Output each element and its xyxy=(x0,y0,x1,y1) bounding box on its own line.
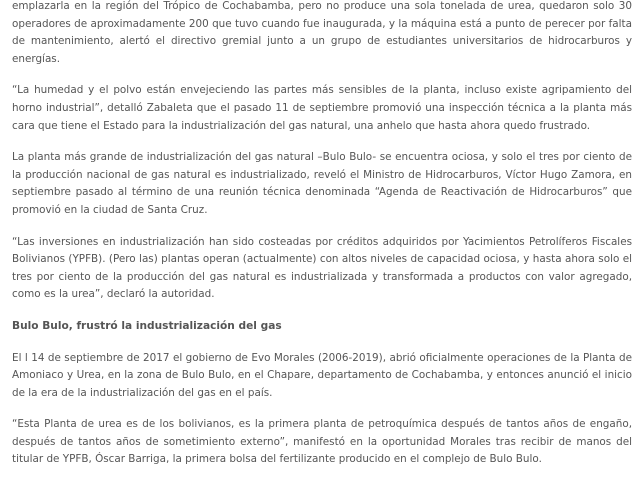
section-subheading: Bulo Bulo, frustró la industrialización del gas xyxy=(12,319,282,332)
article-paragraph: El l 14 de septiembre de 2017 el gobierno de Evo Morales (2006-2019), abrió oficialmente operaciones de la Planta de Amoniaco y Urea, en la zona de Bulo Bulo, en el Chapare, departamento de Cochabamba, y entonces anunció el inicio de la era de la industrialización del gas en el país. xyxy=(12,351,632,399)
article-paragraph: “La humedad y el polvo están envejeciendo las partes más sensibles de la planta, incluso existe agripamiento del horno industrial”, detalló Zabaleta que el pasado 11 de septiembre promovió una inspección técnica a la planta más cara que tiene el Estado para la industrialización del gas natural, una anhelo que hasta ahora quedo frustrado. xyxy=(12,84,632,132)
article-paragraph: La planta más grande de industrialización del gas natural –Bulo Bulo- se encuentra ociosa, y solo el tres por ciento de la producción nacional de gas natural es industrializado, reveló el Ministro de Hidrocarburos, Víctor Hugo Zamora, en septiembre pasado al término de una reunión técnica denominada “Agenda de Reactivación de Hidrocarburos” que promovió en la ciudad de Santa Cruz. xyxy=(12,151,632,216)
article-paragraph: “Esta Planta de urea es de los bolivianos, es la primera planta de petroquímica después de tantos años de engaño, después de tantos años de sometimiento externo”, manifestó en la oportunidad Morales tras recibir de manos del titular de YPFB, Óscar Barriga, la primera bolsa del fertilizante producido en el complejo de Bulo Bulo. xyxy=(12,418,632,466)
article-paragraph: emplazarla en la región del Trópico de Cochabamba, pero no produce una sola tonelada de urea, quedaron solo 30 operadores de aproximadamente 200 que tuvo cuando fue inaugurada, y la máquina está a punto de perecer por falta de mantenimiento, alertó el directivo gremial junto a un grupo de estudiantes universitarios de hidrocarburos y energías. xyxy=(12,0,632,65)
article-body xyxy=(12,0,632,483)
article-paragraph: “Las inversiones en industrialización han sido costeadas por créditos adquiridos por Yacimientos Petrolíferos Fiscales Bolivianos (YPFB). (Pero las) plantas operan (actualmente) con altos niveles de capacidad ociosa, y hasta ahora solo el tres por ciento de la producción del gas natural es industrializada y transformada a productos con valor agregado, como es la urea”, declaró la autoridad. xyxy=(12,235,632,301)
